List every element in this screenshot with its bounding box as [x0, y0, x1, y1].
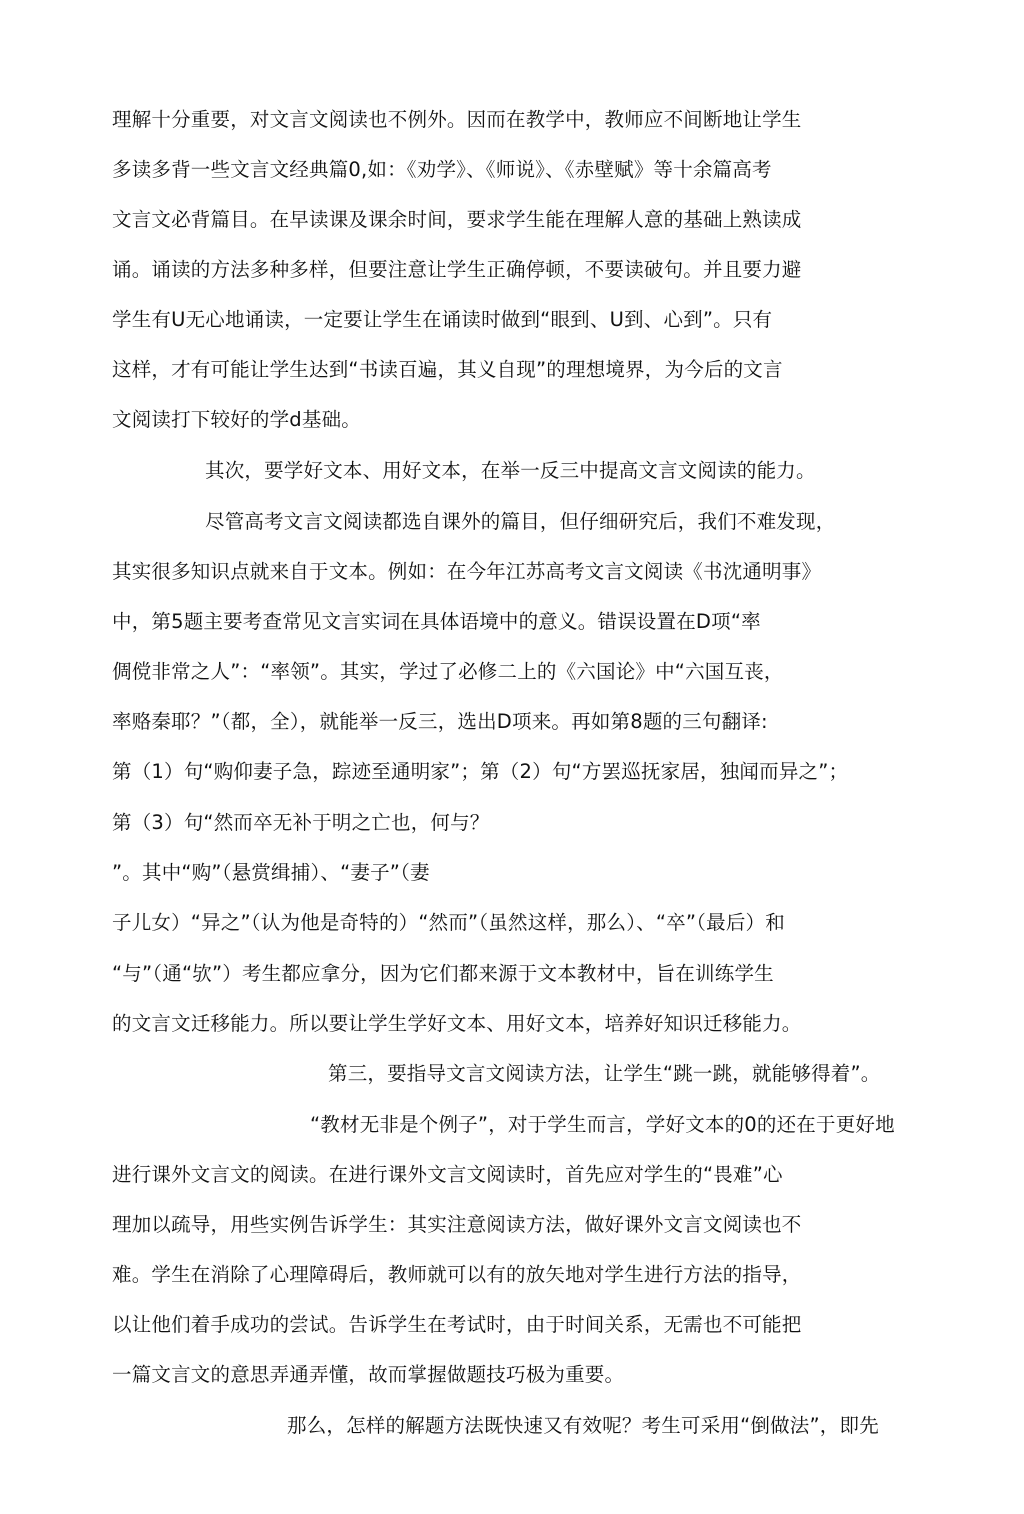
text-line: 尽管高考文言文阅读都选自课外的篇目，但仔细研究后，我们不难发现， [205, 510, 836, 533]
text-line: 第（3）句“然而卒无补于明之亡也，何与？ [112, 811, 490, 834]
text-line: 那么，怎样的解题方法既快速又有效呢？考生可采用“倒做法”，即先 [287, 1414, 879, 1437]
text-line: 以让他们着手成功的尝试。告诉学生在考试时，由于时间关系，无需也不可能把 [112, 1313, 802, 1336]
text-line: 倜傥非常之人”：“率领”。其实，学过了必修二上的《六国论》中“六国互丧， [112, 660, 784, 683]
text-line: 诵。诵读的方法多种多样，但要注意让学生正确停顿，不要读破句。并且要力避 [112, 258, 802, 281]
text-line: 难。学生在消除了心理障碍后，教师就可以有的放矢地对学生进行方法的指导， [112, 1263, 802, 1286]
text-line: “与”（通“欤”）考生都应拿分，因为它们都来源于文本教材中，旨在训练学生 [112, 962, 774, 985]
text-line: 文阅读打下较好的学d基础。 [112, 408, 361, 431]
text-line: “教材无非是个例子”，对于学生而言，学好文本的0的还在于更好地 [310, 1113, 895, 1136]
text-line: 理加以疏导，用些实例告诉学生：其实注意阅读方法，做好课外文言文阅读也不 [112, 1213, 802, 1236]
text-line: 率赂秦耶？”（都，全），就能举一反三，选出D项来。再如第8题的三句翻译: [112, 710, 768, 733]
text-line: 多读多背一些文言文经典篇0,如：《劝学》、《师说》、《赤壁赋》等十余篇高考 [112, 158, 772, 181]
text-line: 子儿女）“异之”（认为他是奇特的）“然而”（虽然这样，那么）、“卒”（最后）和 [112, 911, 785, 934]
text-line: 学生有U无心地诵读，一定要让学生在诵读时做到“眼到、U到、心到”。只有 [112, 308, 773, 331]
text-line: 中，第5题主要考查常见文言实词在具体语境中的意义。错误设置在D项“率 [112, 610, 761, 633]
text-line: 的文言文迁移能力。所以要让学生学好文本、用好文本，培养好知识迁移能力。 [112, 1012, 802, 1035]
text-line: ”。其中“购”（悬赏缉捕）、“妻子”（妻 [112, 861, 430, 884]
text-line: 这样，才有可能让学生达到“书读百遍，其义自现”的理想境界，为今后的文言 [112, 358, 783, 381]
text-line: 理解十分重要，对文言文阅读也不例外。因而在教学中，教师应不间断地让学生 [112, 108, 802, 131]
text-line: 进行课外文言文的阅读。在进行课外文言文阅读时，首先应对学生的“畏难”心 [112, 1163, 783, 1186]
text-line: 其次，要学好文本、用好文本，在举一反三中提高文言文阅读的能力。 [205, 459, 816, 482]
text-line: 文言文必背篇目。在早读课及课余时间，要求学生能在理解人意的基础上熟读成 [112, 208, 802, 231]
text-line: 一篇文言文的意思弄通弄懂，故而掌握做题技巧极为重要。 [112, 1363, 625, 1386]
text-line: 其实很多知识点就来自于文本。例如：在今年江苏高考文言文阅读《书沈通明事》 [112, 560, 822, 583]
text-line: 第三，要指导文言文阅读方法，让学生“跳一跳，就能够得着”。 [328, 1062, 881, 1085]
text-line: 第（1）句“购仰妻子急，踪迹至通明家”；第（2）句“方罢巡抚家居，独闻而异之”； [112, 760, 849, 783]
